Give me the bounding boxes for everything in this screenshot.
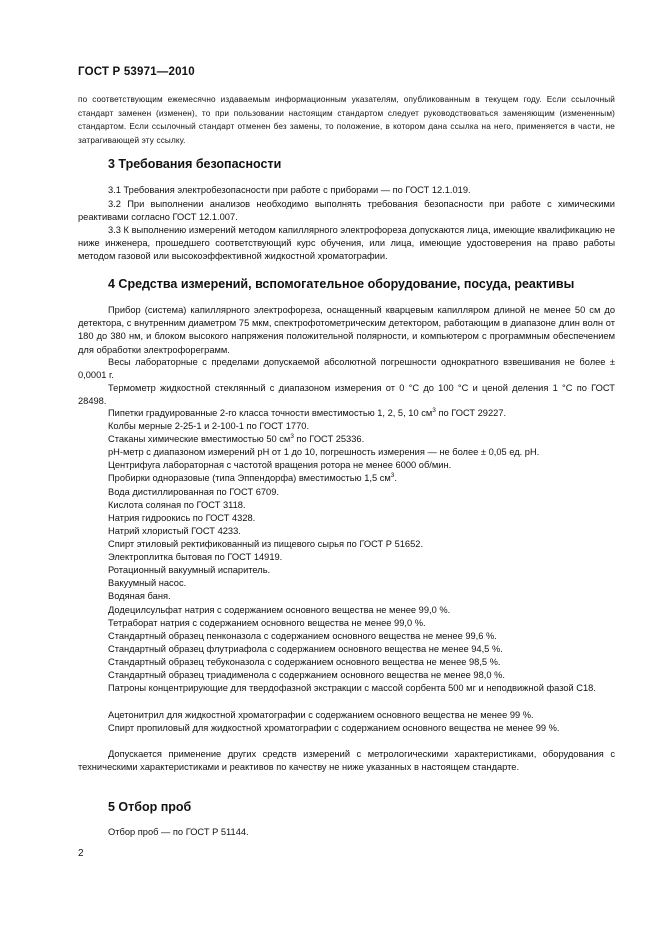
item-nacl: Натрий хлористый ГОСТ 4233. bbox=[108, 526, 241, 536]
item-flasks: Колбы мерные 2-25-1 и 2-100-1 по ГОСТ 1770. bbox=[108, 421, 310, 431]
item-evaporator: Ротационный вакуумный испаритель. bbox=[108, 565, 271, 575]
item-stove: Электроплитка бытовая по ГОСТ 14919. bbox=[108, 552, 283, 562]
item-tebuconazole: Стандартный образец тебуконазола с содержанием основного вещества не менее 98,5 %. bbox=[108, 657, 501, 667]
item-water: Вода дистиллированная по ГОСТ 6709. bbox=[108, 487, 279, 497]
section-5-heading: 5 Отбор проб bbox=[108, 800, 192, 814]
item-pipettes bbox=[108, 407, 506, 420]
paragraph-5: Отбор проб — по ГОСТ Р 51144. bbox=[108, 827, 249, 837]
item-ethanol: Спирт этиловый ректификованный из пищевого сырья по ГОСТ Р 51652. bbox=[108, 539, 424, 549]
paragraph-propanol: Спирт пропиловый для жидкостной хроматографии с содержанием основного вещества не менее 99 %. bbox=[108, 723, 560, 733]
paragraph-3-2: 3.2 При выполнении анализов необходимо выполнять требования безопасности при работе с химическими реактивами согласно ГОСТ 12.1.007. bbox=[78, 199, 615, 223]
section-4-heading: 4 Средства измерений, вспомогательное оборудование, посуда, реактивы bbox=[108, 277, 575, 291]
beakers-superscript: 3 bbox=[290, 432, 294, 440]
item-tubes bbox=[108, 472, 397, 485]
item-ph-meter: pH-метр с диапазоном измерений pH от 1 до 10, погрешность измерения — не более ± 0,05 ед. pH. bbox=[108, 447, 540, 457]
item-acetonitrile: Ацетонитрил для жидкостной хроматографии с содержанием основного вещества не менее 99 %. bbox=[108, 710, 534, 720]
pipettes-superscript: 3 bbox=[432, 406, 436, 414]
tubes-tail: . bbox=[394, 473, 397, 483]
paragraph-3-3: 3.3 К выполнению измерений методом капиллярного электрофореза допускаются лица, имеющие квалификацию не ниже инженера, прошедшего соответствующий курс обучения, или лица, имеющие удостоверения на право работы методом газовой или высокоэффективной жидкостной хроматографии. bbox=[78, 225, 615, 262]
paragraph-allowed: Допускается применение других средств измерений с метрологическими характеристиками, оборудования с техническими характеристиками и реактивов по качеству не ниже указанных в настоящем стандарте. bbox=[78, 749, 615, 773]
item-water-bath: Водяная баня. bbox=[108, 591, 171, 601]
paragraph-scales: Весы лабораторные с пределами допускаемой абсолютной погрешности однократного взвешивания не более ± 0,0001 г. bbox=[78, 357, 615, 381]
item-beakers bbox=[108, 433, 364, 446]
pipettes-text: Пипетки градуированные 2-го класса точности вместимостью 1, 2, 5, 10 см bbox=[108, 408, 433, 418]
item-flutriafol: Стандартный образец флутриафола с содержанием основного вещества не менее 94,5 %. bbox=[108, 644, 503, 654]
page-number: 2 bbox=[78, 848, 84, 859]
item-hcl: Кислота соляная по ГОСТ 3118. bbox=[108, 500, 246, 510]
section-3-heading: 3 Требования безопасности bbox=[108, 157, 282, 171]
item-sds: Додецилсульфат натрия с содержанием основного вещества не менее 99,0 %. bbox=[108, 605, 451, 615]
item-triadimenol: Стандартный образец триадименола с содержанием основного вещества не менее 98,0 %. bbox=[108, 670, 505, 680]
paragraph-3-1: 3.1 Требования электробезопасности при работе с приборами — по ГОСТ 12.1.019. bbox=[108, 185, 471, 195]
tubes-text: Пробирки одноразовые (типа Эппендорфа) вместимостью 1,5 см bbox=[108, 473, 391, 483]
paragraph-device: Прибор (система) капиллярного электрофореза, оснащенный кварцевым капилляром длиной не менее 50 см до детектора, с внутренним диаметром 75 мкм, спектрофотометрическим детектором, работающим в диапазоне длин волн от 180 до 380 нм, и блоком высокого напряжения положительной полярности, и компьютером с программным обеспечением для обработки электрофореграмм. bbox=[78, 305, 615, 355]
item-centrifuge: Центрифуга лабораторная с частотой вращения ротора не менее 6000 об/мин. bbox=[108, 460, 452, 470]
document-header: ГОСТ Р 53971—2010 bbox=[78, 66, 195, 78]
item-vacuum-pump: Вакуумный насос. bbox=[108, 578, 187, 588]
paragraph-cartridges: Патроны концентрирующие для твердофазной экстракции с массой сорбента 500 мг и неподвижной фазой С18. bbox=[108, 683, 596, 693]
intro-paragraph: по соответствующим ежемесячно издаваемым информационным указателям, опубликованным в текущем году. Если ссылочный стандарт заменен (изменен), то при пользовании настоящим стандартом следует руководствоваться заменяющим (измененным) стандартом. Если ссылочный стандарт отменен без замены, то положение, в котором дана ссылка на него, применяется в части, не затрагивающей эту ссылку. bbox=[78, 95, 615, 145]
paragraph-thermometer: Термометр жидкостной стеклянный с диапазоном измерения от 0 °С до 100 °С и ценой деления 1 °С по ГОСТ 28498. bbox=[78, 383, 615, 407]
beakers-text: Стаканы химические вместимостью 50 см bbox=[108, 434, 291, 444]
item-penconazole: Стандартный образец пенконазола с содержанием основного вещества не менее 99,6 %. bbox=[108, 631, 497, 641]
pipettes-tail: по ГОСТ 29227. bbox=[435, 408, 507, 418]
beakers-tail: по ГОСТ 25336. bbox=[293, 434, 365, 444]
tubes-superscript: 3 bbox=[390, 471, 395, 479]
item-borate: Тетраборат натрия с содержанием основного вещества не менее 99,0 %. bbox=[108, 618, 426, 628]
item-naoh: Натрия гидроокись по ГОСТ 4328. bbox=[108, 513, 256, 523]
